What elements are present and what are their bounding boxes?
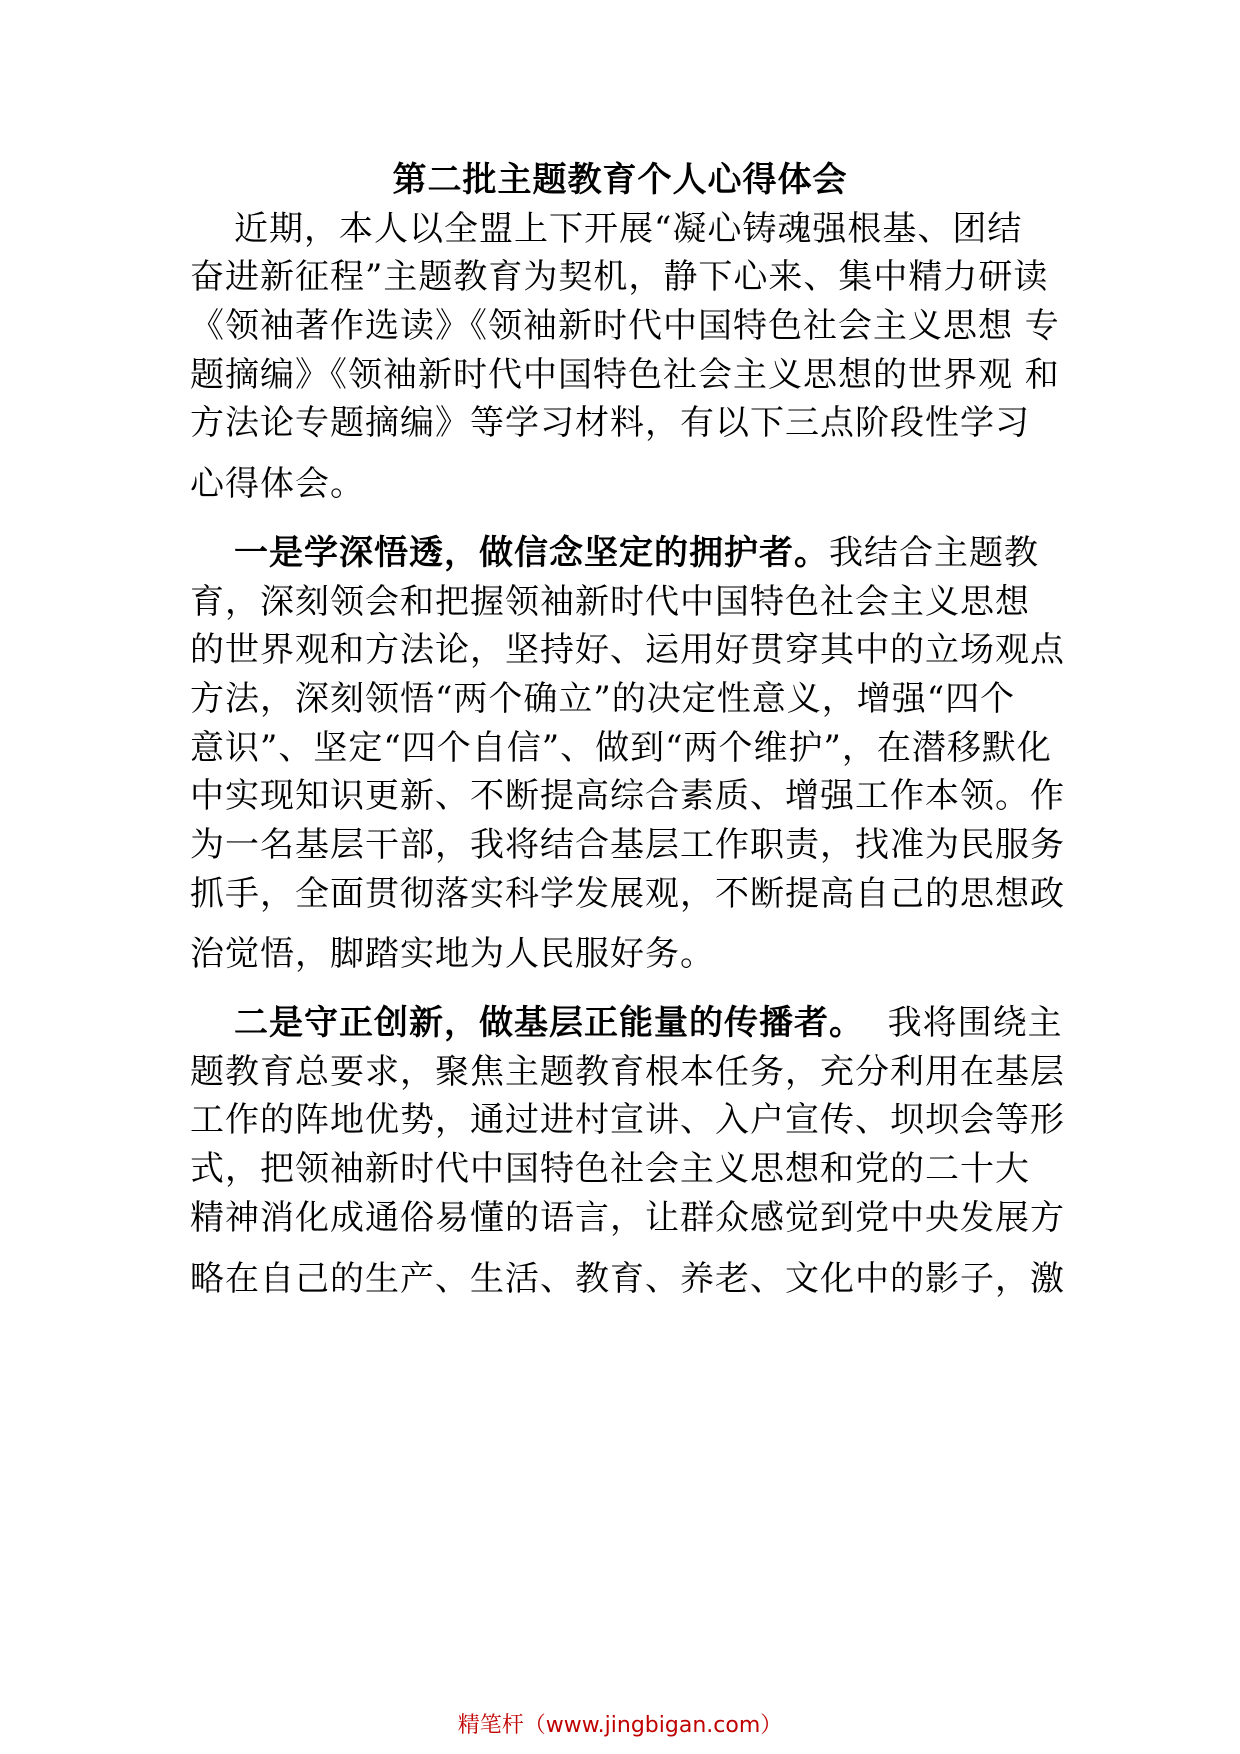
second-point-line-2: 题教育总要求，聚焦主题教育根本任务，充分利用在基层 [190,1052,1065,1092]
intro-line-6: 心得体会。 [190,464,365,504]
intro-line-3: 《领袖著作选读》《领袖新时代中国特色社会主义思想 专 [190,306,1060,346]
first-point-text-start: 我结合主题教 [829,533,1039,573]
first-point-line-2: 育，深刻领会和把握领袖新时代中国特色社会主义思想 [190,582,1030,622]
first-point-line-7: 为一名基层干部，我将结合基层工作职责，找准为民服务 [190,825,1065,865]
intro-line-1: 近期，本人以全盟上下开展“凝心铸魂强根基、团结 [234,209,1023,249]
second-point-line-6: 略在自己的生产、生活、教育、养老、文化中的影子，激 [190,1259,1065,1299]
first-point-line-1 [234,531,1039,575]
first-point-heading: 一是学深悟透，做信念坚定的拥护者。 [234,533,829,573]
first-point-line-6: 中实现知识更新、不断提高综合素质、增强工作本领。作 [190,776,1065,816]
first-point-line-4: 方法，深刻领悟“两个确立”的决定性意义，增强“四个 [190,679,1016,719]
document-title: 第二批主题教育个人心得体会 [392,160,848,200]
first-point-line-8: 抓手，全面贯彻落实科学发展观，不断提高自己的思想政 [190,874,1065,914]
second-point-line-4: 式，把领袖新时代中国特色社会主义思想和党的二十大 [190,1149,1030,1189]
first-point-line-5: 意识”、坚定“四个自信”、做到“两个维护”，在潜移默化 [190,728,1052,768]
second-point-line-3: 工作的阵地优势，通过进村宣讲、入户宣传、坝坝会等形 [190,1100,1065,1140]
intro-line-4: 题摘编》《领袖新时代中国特色社会主义思想的世界观 和 [190,355,1060,395]
second-point-heading: 二是守正创新，做基层正能量的传播者。 [234,1003,864,1043]
intro-line-2: 奋进新征程”主题教育为契机，静下心来、集中精力研读 [190,257,1049,297]
first-point-line-9: 治觉悟，脚踏实地为人民服好务。 [190,934,715,974]
first-point-line-3: 的世界观和方法论，坚持好、运用好贯穿其中的立场观点 [190,630,1065,670]
second-point-line-5: 精神消化成通俗易懂的语言，让群众感觉到党中央发展方 [190,1198,1065,1238]
second-point-line-1 [234,1001,1063,1045]
site-footer-link[interactable]: 精笔杆（www.jingbigan.com） [457,1713,783,1738]
second-point-text-start: 我将围绕主 [864,1003,1063,1043]
intro-line-5: 方法论专题摘编》等学习材料，有以下三点阶段性学习 [190,403,1030,443]
